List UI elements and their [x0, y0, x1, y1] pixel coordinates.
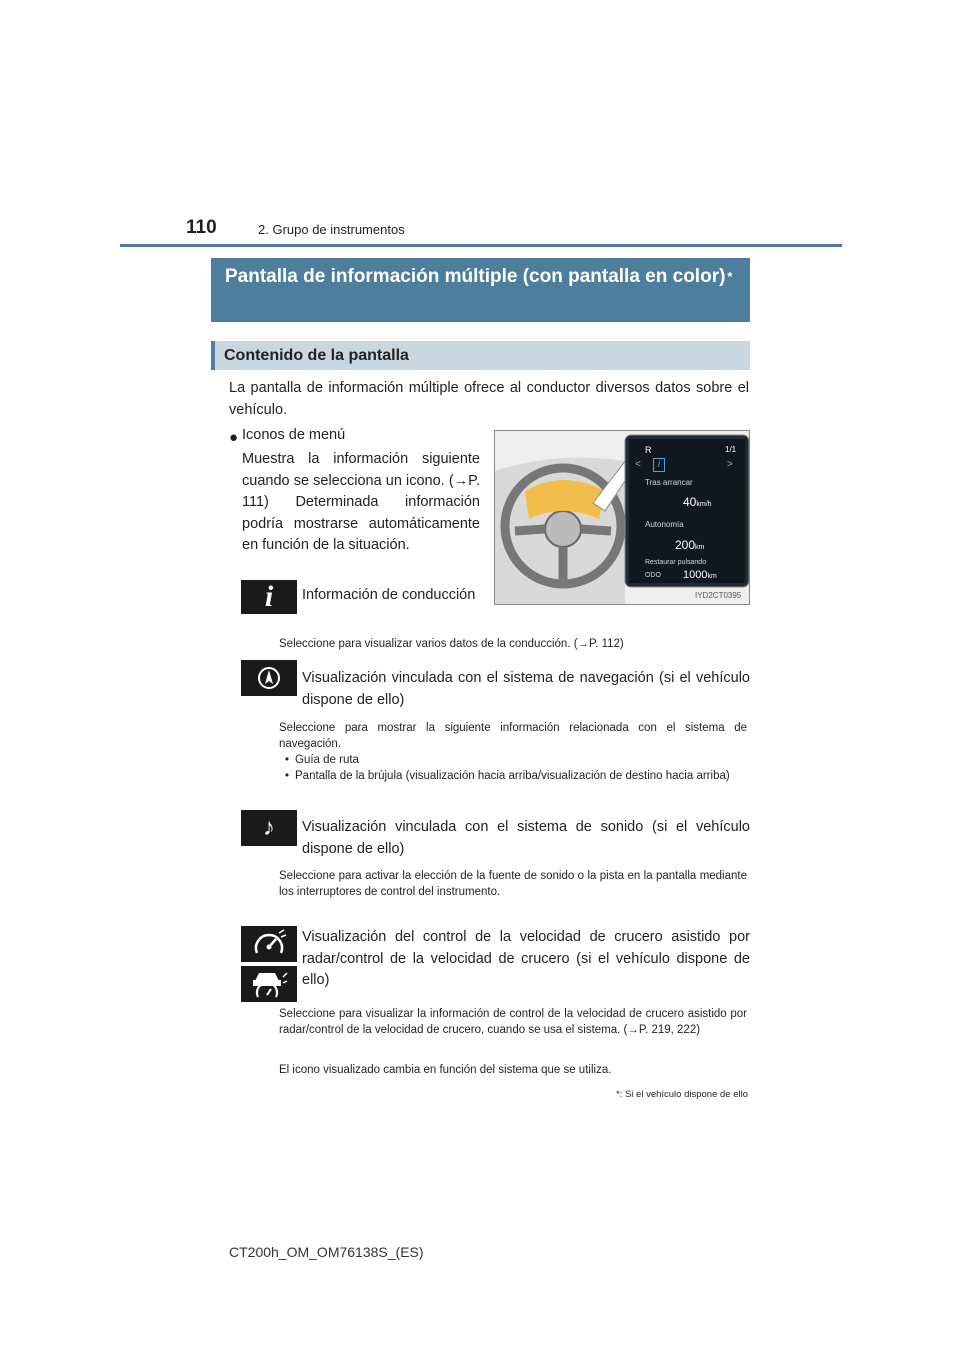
speed-value: 40: [683, 495, 697, 509]
screen-odo: [683, 569, 717, 581]
screen-page-indicator: 1/1: [725, 445, 737, 454]
item-desc-cruise-control: Seleccione para visualizar la información de control de la velocidad de crucero asistido por radar/control de la velocidad de crucero, cuando se usa el sistema. (→P. 219, 222): [279, 1008, 747, 1036]
screen-chevron-left-icon: <: [635, 459, 641, 470]
screen-chevron-right-icon: >: [727, 459, 733, 470]
screen-gear-indicator: R: [645, 445, 652, 455]
steering-wheel-illustration: [494, 430, 750, 605]
item-label-cruise-control: Visualización del control de la velocidad de crucero asistido por radar/control de la velocidad de crucero (si el vehículo dispone de ello): [302, 929, 750, 988]
screen-info-icon: i: [653, 458, 665, 472]
navigation-icon: [241, 660, 297, 696]
item-desc-navigation: [279, 720, 747, 784]
range-unit: km: [695, 544, 705, 551]
item-label-navigation: Visualización vinculada con el sistema de navegación (si el vehículo dispone de ello): [302, 670, 750, 708]
item-desc-driving-info: Seleccione para visualizar varios datos de la conducción. (→P. 112): [279, 638, 624, 650]
intro-paragraph: La pantalla de información múltiple ofrece al conductor diversos datos sobre el vehículo.: [229, 380, 749, 418]
music-note-icon: ♪: [241, 810, 297, 846]
navigation-bullets: [279, 752, 747, 784]
document-code: CT200h_OM_OM76138S_(ES): [229, 1244, 424, 1260]
section-heading: 2. Grupo de instrumentos: [258, 222, 405, 237]
bullet-icon: ●: [229, 429, 239, 446]
page-title-text: Pantalla de información múltiple (con pantalla en color): [225, 266, 726, 287]
radar-cruise-glyph: [249, 969, 289, 999]
screen-odo-label: ODO: [645, 572, 661, 579]
screen-value-range: [675, 538, 704, 552]
list-item: • Guía de ruta: [295, 752, 747, 768]
screen-label-after-start: Tras arrancar: [645, 478, 693, 487]
odo-value: 1000: [683, 569, 708, 581]
screen-restore-text: Restaurar pulsando: [645, 559, 707, 566]
page-number: 110: [186, 217, 217, 238]
radar-cruise-icon: [241, 966, 297, 1002]
speed-unit: km/h: [696, 501, 712, 508]
screen-label-range: Autonomía: [645, 520, 684, 529]
illustration-code: IYD2CT0395: [695, 591, 742, 600]
list-item: • Pantalla de la brújula (visualización hacia arriba/visualización de destino hacia arriba): [295, 768, 747, 784]
menu-icons-description: Muestra la información siguiente cuando se selecciona un icono. (→P. 111) Determinada información podría mostrarse automáticamente en función de la situación.: [242, 451, 480, 553]
item-note-cruise-control: El icono visualizado cambia en función del sistema que se utiliza.: [279, 1064, 612, 1076]
navigation-desc-text: Seleccione para mostrar la siguiente información relacionada con el sistema de navegación.: [279, 722, 747, 750]
range-value: 200: [675, 538, 696, 552]
odo-unit: km: [707, 573, 717, 580]
menu-icons-heading: Iconos de menú: [242, 427, 346, 443]
navigation-glyph: [256, 665, 282, 691]
cruise-control-icon: [241, 926, 297, 962]
info-icon: i: [241, 580, 297, 614]
item-desc-audio: Seleccione para activar la elección de la fuente de sonido o la pista en la pantalla mediante los interruptores de control del instrumento.: [279, 870, 747, 898]
header-rule: [120, 244, 842, 247]
subsection-title: Contenido de la pantalla: [211, 341, 750, 370]
cruise-control-glyph: [251, 929, 287, 959]
title-asterisk: *: [727, 269, 733, 284]
page-title: [211, 258, 750, 322]
item-label-driving-info: Información de conducción: [302, 587, 476, 603]
item-label-audio: Visualización vinculada con el sistema de sonido (si el vehículo dispone de ello): [302, 819, 750, 857]
screen-value-speed: [683, 495, 712, 509]
footnote: *: Si el vehículo dispone de ello: [615, 1089, 748, 1100]
